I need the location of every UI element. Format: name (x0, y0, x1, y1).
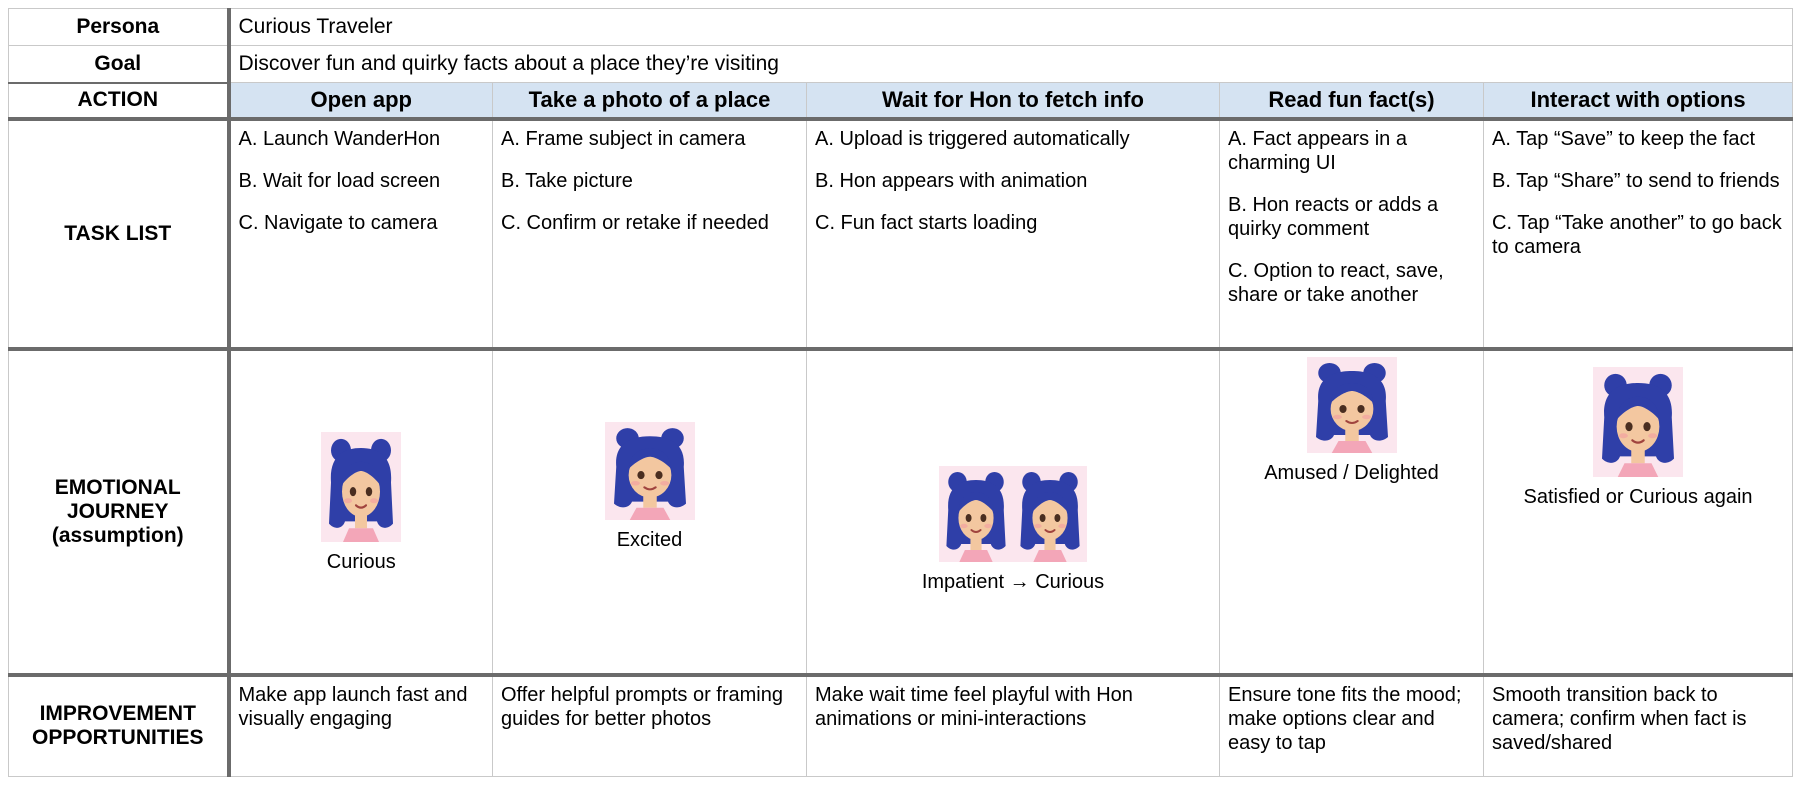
improvement-cell-1: Make app launch fast and visually engaging (229, 675, 493, 777)
curious-face-icon (321, 432, 401, 548)
emotional-journey-label-line: JOURNEY (66, 499, 169, 523)
improvement-cell-4: Ensure tone fits the mood; make options clear and easy to tap (1220, 675, 1484, 777)
customer-journey-table (8, 8, 1792, 783)
emotional-journey-row (9, 349, 1793, 675)
impatient-curious-faces-icon (939, 466, 1087, 568)
emotional-journey-label (9, 349, 229, 675)
task-item: C. Tap “Take another” to go back to camera (1492, 211, 1782, 258)
emotion-label: Amused / Delighted (1264, 461, 1439, 484)
improvement-row (9, 675, 1793, 777)
improvement-cell-3: Make wait time feel playful with Hon animations or mini-interactions (807, 675, 1220, 777)
emotion-label: Excited (616, 528, 683, 551)
task-item: B. Wait for load screen (238, 169, 441, 192)
task-item: B. Take picture (501, 169, 633, 192)
task-item: B. Tap “Share” to send to friends (1492, 169, 1780, 192)
task-item: C. Navigate to camera (238, 211, 438, 234)
task-cell-4 (1220, 119, 1484, 349)
emotional-journey-label-line: (assumption) (51, 523, 184, 547)
task-item: C. Confirm or retake if needed (501, 211, 769, 234)
task-cell-5 (1484, 119, 1793, 349)
delighted-face-icon (1307, 357, 1397, 459)
action-col-5: Interact with options (1484, 83, 1793, 119)
task-item: C. Option to react, save, share or take another (1228, 259, 1444, 306)
improvement-cell-5: Smooth transition back to camera; confirm when fact is saved/shared (1484, 675, 1793, 777)
task-item: A. Fact appears in a charming UI (1228, 127, 1407, 174)
persona-label: Persona (9, 9, 229, 46)
improvement-cell-2: Offer helpful prompts or framing guides for better photos (493, 675, 807, 777)
emotion-label: Curious (326, 550, 396, 573)
goal-label: Goal (9, 46, 229, 83)
improvement-label-line: IMPROVEMENT (39, 702, 196, 726)
task-item: A. Frame subject in camera (501, 127, 746, 150)
improvement-label (9, 675, 229, 777)
task-item: B. Hon appears with animation (815, 169, 1088, 192)
emotion-cell-1 (229, 349, 493, 675)
task-item: A. Upload is triggered automatically (815, 127, 1130, 150)
task-item: B. Hon reacts or adds a quirky comment (1228, 193, 1439, 240)
task-cell-2 (493, 119, 807, 349)
excited-face-icon (605, 422, 695, 526)
emotion-cell-5 (1484, 349, 1793, 675)
emotion-cell-2 (493, 349, 807, 675)
action-col-4: Read fun fact(s) (1220, 83, 1484, 119)
emotional-journey-label-line: EMOTIONAL (54, 475, 181, 499)
task-cell-1 (229, 119, 493, 349)
task-item: A. Launch WanderHon (238, 127, 441, 150)
action-label: ACTION (9, 83, 229, 119)
emotion-cell-4 (1220, 349, 1484, 675)
action-col-1: Open app (229, 83, 493, 119)
task-item: A. Tap “Save” to keep the fact (1492, 127, 1756, 150)
goal-row (9, 46, 1793, 83)
improvement-label-line: OPPORTUNITIES (31, 726, 204, 750)
goal-value: Discover fun and quirky facts about a place they’re visiting (229, 46, 1793, 83)
task-item: C. Fun fact starts loading (815, 211, 1038, 234)
emotion-label: Impatient → Curious (921, 570, 1105, 593)
action-col-2: Take a photo of a place (493, 83, 807, 119)
emotion-label: Satisfied or Curious again (1523, 485, 1753, 508)
task-list-row (9, 119, 1793, 349)
emotion-cell-3 (807, 349, 1220, 675)
task-list-label: TASK LIST (9, 119, 229, 349)
action-col-3: Wait for Hon to fetch info (807, 83, 1220, 119)
task-cell-3 (807, 119, 1220, 349)
persona-value: Curious Traveler (229, 9, 1793, 46)
persona-row (9, 9, 1793, 46)
action-row (9, 83, 1793, 119)
satisfied-face-icon (1593, 367, 1683, 483)
